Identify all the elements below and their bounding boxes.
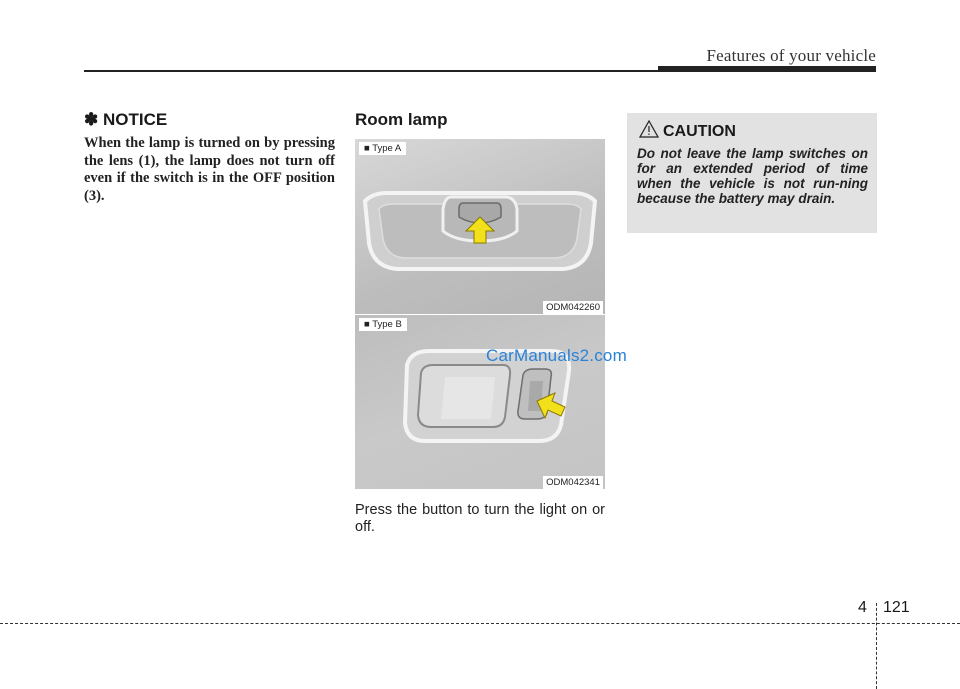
- type-b-label: ■ Type B: [359, 318, 407, 331]
- header-rule-accent: [658, 66, 876, 72]
- caution-box: [627, 113, 877, 233]
- room-lamp-type-b-image: [355, 315, 605, 489]
- footer-rule: [0, 623, 960, 624]
- footer-divider: [876, 603, 877, 689]
- type-a-image-code: ODM042260: [543, 301, 603, 314]
- warning-icon: [639, 120, 659, 138]
- room-lamp-type-a-image: [355, 139, 605, 314]
- caution-body: Do not leave the lamp switches on for an extended period of time when the vehicle is not run-ning because the battery may drain.: [637, 146, 868, 206]
- room-lamp-type-a-illustration: [355, 139, 605, 314]
- caution-title: CAUTION: [663, 123, 736, 140]
- type-b-image-code: ODM042341: [543, 476, 603, 489]
- page-header-title: Features of your vehicle: [706, 46, 876, 65]
- type-a-label: ■ Type A: [359, 142, 406, 155]
- page-number: 121: [883, 599, 910, 616]
- section-title: Room lamp: [355, 110, 448, 129]
- notice-body: When the lamp is turned on by pressing the lens (1), the lamp does not turn off even if the switch is in the OFF position (3).: [84, 135, 335, 204]
- watermark-link[interactable]: CarManuals2.com: [486, 346, 627, 365]
- room-lamp-type-b-illustration: [355, 315, 605, 489]
- room-lamp-instructions: Press the button to turn the light on or off.: [355, 502, 605, 535]
- notice-title: ✽ NOTICE: [84, 110, 168, 129]
- chapter-number: 4: [858, 599, 867, 616]
